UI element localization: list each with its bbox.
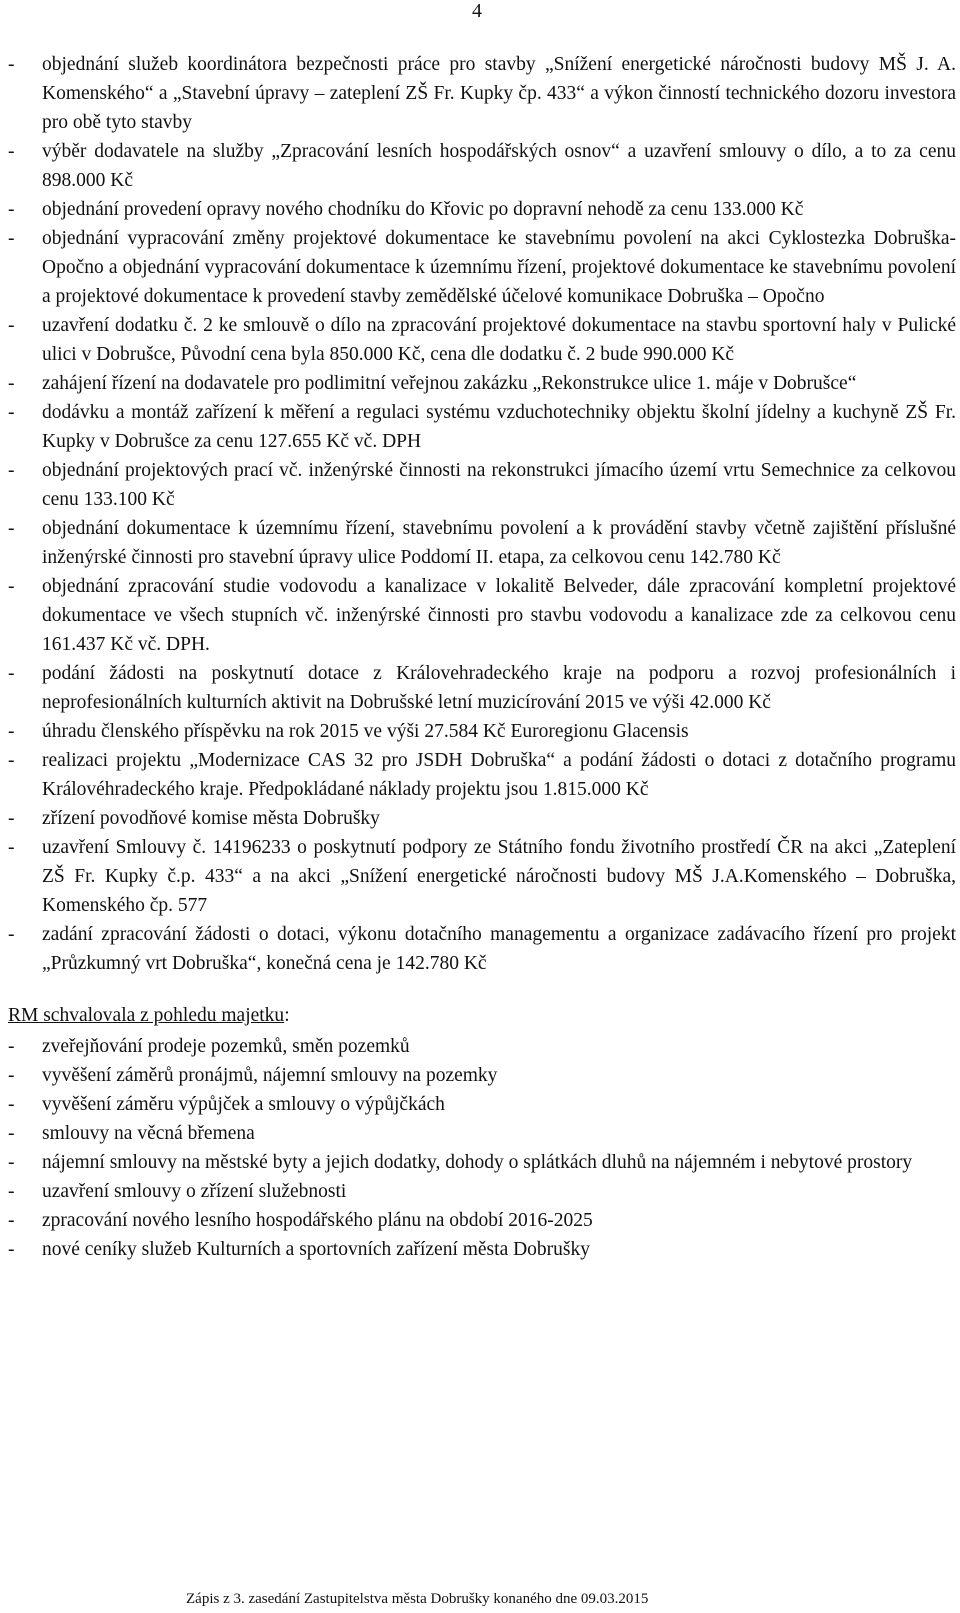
list-item: - zveřejňování prodeje pozemků, směn pozemků: [8, 1032, 956, 1061]
list-item: - objednání dokumentace k územnímu řízení, stavebnímu povolení a k provádění stavby včetně zajištění příslušné inženýrské činnosti pro stavební úpravy ulice Poddomí II. etapa, za celkovou cenu 142.780 Kč: [8, 514, 956, 572]
list-item: - úhradu členského příspěvku na rok 2015 ve výši 27.584 Kč Euroregionu Glacensis: [8, 717, 956, 746]
list-item: - dodávku a montáž zařízení k měření a regulaci systému vzduchotechniky objektu školní jídelny a kuchyně ZŠ Fr. Kupky v Dobrušce za cenu 127.655 Kč vč. DPH: [8, 398, 956, 456]
section-heading-colon: :: [284, 1005, 290, 1026]
approvals-list: [8, 50, 956, 978]
list-item: - uzavření dodatku č. 2 ke smlouvě o dílo na zpracování projektové dokumentace na stavbu sportovní haly v Pulické ulici v Dobrušce, Původní cena byla 850.000 Kč, cena dle dodatku č. 2 bude 990.000 Kč: [8, 311, 956, 369]
list-item: - podání žádosti na poskytnutí dotace z Královehradeckého kraje na podporu a rozvoj profesionálních i neprofesionálních kulturních aktivit na Dobrušské letní muzicírování 2015 ve výši 42.000 Kč: [8, 659, 956, 717]
list-item: - vyvěšení záměrů pronájmů, nájemní smlouvy na pozemky: [8, 1061, 956, 1090]
list-item: - zpracování nového lesního hospodářského plánu na období 2016-2025: [8, 1206, 956, 1235]
list-item: - vyvěšení záměru výpůjček a smlouvy o výpůjčkách: [8, 1090, 956, 1119]
list-item: - zadání zpracování žádosti o dotaci, výkonu dotačního managementu a organizace zadávacího řízení pro projekt „Průzkumný vrt Dobruška“, konečná cena je 142.780 Kč: [8, 920, 956, 978]
list-item: - výběr dodavatele na služby „Zpracování lesních hospodářských osnov“ a uzavření smlouvy o dílo, a to za cenu 898.000 Kč: [8, 137, 956, 195]
list-item: - nájemní smlouvy na městské byty a jejich dodatky, dohody o splátkách dluhů na nájemném i nebytové prostory: [8, 1148, 956, 1177]
list-item: - objednání provedení opravy nového chodníku do Křovic po dopravní nehodě za cenu 133.000 Kč: [8, 195, 956, 224]
list-item: - nové ceníky služeb Kulturních a sportovních zařízení města Dobrušky: [8, 1235, 956, 1264]
page-footer: Zápis z 3. zasedání Zastupitelstva města Dobrušky konaného dne 09.03.2015: [186, 1591, 649, 1607]
list-item: - uzavření smlouvy o zřízení služebnosti: [8, 1177, 956, 1206]
list-item: - objednání vypracování změny projektové dokumentace ke stavebnímu povolení na akci Cyklostezka Dobruška-Opočno a objednání vypracování dokumentace k územnímu řízení, projektové dokumentace ke stavebnímu povolení a projektové dokumentace k provedení stavby zemědělské účelové komunikace Dobruška – Opočno: [8, 224, 956, 311]
list-item: - objednání služeb koordinátora bezpečnosti práce pro stavby „Snížení energetické náročnosti budovy MŠ J. A. Komenského“ a „Stavební úpravy – zateplení ZŠ Fr. Kupky čp. 433“ a výkon činností technického dozoru investora pro obě tyto stavby: [8, 50, 956, 137]
section-heading-text: RM schvalovala z pohledu majetku: [8, 1005, 285, 1026]
list-item: - zřízení povodňové komise města Dobrušky: [8, 804, 956, 833]
list-item: - realizaci projektu „Modernizace CAS 32 pro JSDH Dobruška“ a podání žádosti o dotaci z dotačního programu Královéhradeckého kraje. Předpokládané náklady projektu jsou 1.815.000 Kč: [8, 746, 956, 804]
list-item: - zahájení řízení na dodavatele pro podlimitní veřejnou zakázku „Rekonstrukce ulice 1. máje v Dobrušce“: [8, 369, 956, 398]
document-body: [8, 50, 956, 1264]
list-item: - uzavření Smlouvy č. 14196233 o poskytnutí podpory ze Státního fondu životního prostředí ČR na akci „Zateplení ZŠ Fr. Kupky č.p. 433“ a na akci „Snížení energetické náročnosti budovy MŠ J.A.Komenského – Dobruška, Komenského čp. 577: [8, 833, 956, 920]
section-heading-property: [8, 1001, 956, 1030]
property-approvals-list: [8, 1032, 956, 1264]
list-item: - smlouvy na věcná břemena: [8, 1119, 956, 1148]
list-item: - objednání zpracování studie vodovodu a kanalizace v lokalitě Belveder, dále zpracování kompletní projektové dokumentace ve všech stupních vč. inženýrské činnosti pro stavbu vodovodu a kanalizace zde za celkovou cenu 161.437 Kč vč. DPH.: [8, 572, 956, 659]
list-item: - objednání projektových prací vč. inženýrské činnosti na rekonstrukci jímacího území vrtu Semechnice za celkovou cenu 133.100 Kč: [8, 456, 956, 514]
page-number: 4: [472, 0, 482, 22]
